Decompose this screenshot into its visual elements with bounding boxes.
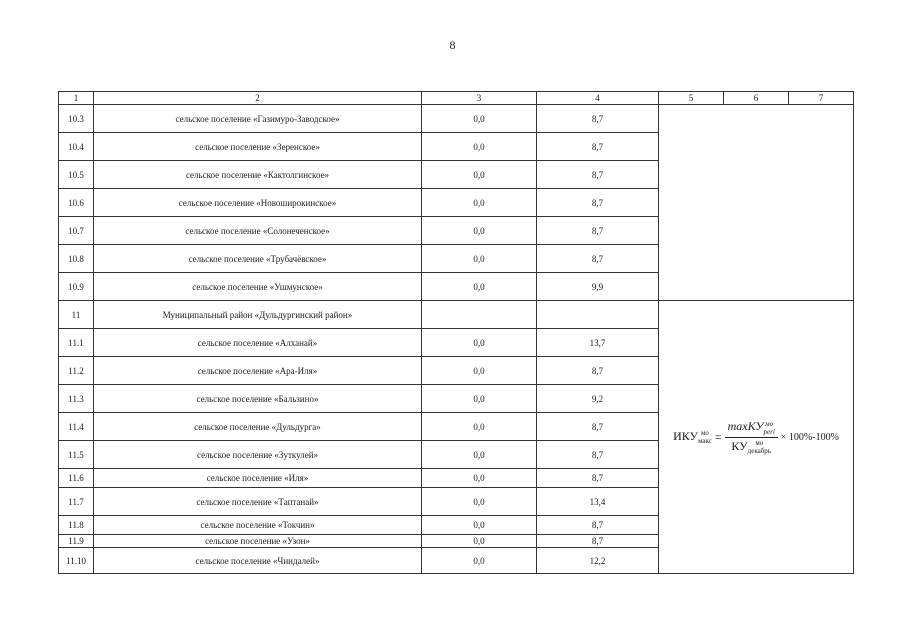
row-number: 11	[59, 301, 94, 329]
value-col3: 0,0	[422, 441, 537, 469]
row-number: 11.2	[59, 357, 94, 385]
settlement-name: сельское поселение «Солонеченское»	[94, 217, 422, 245]
tariff-table	[58, 91, 854, 574]
value-col4: 8,7	[537, 133, 659, 161]
value-col3: 0,0	[422, 357, 537, 385]
settlement-name: сельское поселение «Таптанай»	[94, 488, 422, 516]
formula-equals: =	[714, 429, 722, 444]
row-number: 10.4	[59, 133, 94, 161]
row-number: 10.8	[59, 245, 94, 273]
row-number: 11.3	[59, 385, 94, 413]
district-name: Муниципальный район «Дульдургинский район»	[94, 301, 422, 329]
settlement-name: сельское поселение «Ара-Иля»	[94, 357, 422, 385]
row-number: 11.8	[59, 516, 94, 535]
value-col4: 13,7	[537, 329, 659, 357]
settlement-name: сельское поселение «Чиндалей»	[94, 548, 422, 574]
table-row	[59, 105, 854, 133]
value-col3: 0,0	[422, 105, 537, 133]
value-col3: 0,0	[422, 245, 537, 273]
value-col3: 0,0	[422, 469, 537, 488]
value-col4: 8,7	[537, 516, 659, 535]
value-col3: 0,0	[422, 548, 537, 574]
formula-fraction: maxКУ мо peri КУ мо декабрь	[725, 419, 778, 455]
value-col3: 0,0	[422, 535, 537, 548]
row-number: 10.6	[59, 189, 94, 217]
settlement-name: сельское поселение «Зеренское»	[94, 133, 422, 161]
settlement-name: сельское поселение «Узон»	[94, 535, 422, 548]
value-col4: 8,7	[537, 105, 659, 133]
settlement-name: сельское поселение «Новоширокинское»	[94, 189, 422, 217]
row-number: 11.1	[59, 329, 94, 357]
district-row	[59, 301, 854, 329]
value-col4: 8,7	[537, 535, 659, 548]
value-col3: 0,0	[422, 133, 537, 161]
settlement-name: сельское поселение «Зуткулей»	[94, 441, 422, 469]
value-col3: 0,0	[422, 217, 537, 245]
header-cell: 2	[94, 92, 422, 105]
row-number: 11.7	[59, 488, 94, 516]
value-col3	[422, 301, 537, 329]
value-col4: 13,4	[537, 488, 659, 516]
value-col4: 12,2	[537, 548, 659, 574]
value-col4: 9,9	[537, 273, 659, 301]
value-col4: 8,7	[537, 217, 659, 245]
value-col4: 8,7	[537, 469, 659, 488]
row-number: 10.5	[59, 161, 94, 189]
value-col4: 8,7	[537, 413, 659, 441]
settlement-name: сельское поселение «Газимуро-Заводское»	[94, 105, 422, 133]
header-cell: 1	[59, 92, 94, 105]
formula	[673, 419, 839, 455]
page-number: 8	[449, 38, 456, 52]
row-number: 11.5	[59, 441, 94, 469]
header-row	[59, 92, 854, 105]
settlement-name: сельское поселение «Кактолгинское»	[94, 161, 422, 189]
header-cell: 3	[422, 92, 537, 105]
header-cell: 4	[537, 92, 659, 105]
settlement-name: сельское поселение «Токчин»	[94, 516, 422, 535]
value-col4: 9,2	[537, 385, 659, 413]
settlement-name: сельское поселение «Ушмунское»	[94, 273, 422, 301]
formula-lhs: ИКУ мо макс	[673, 428, 712, 446]
value-col3: 0,0	[422, 329, 537, 357]
settlement-name: сельское поселение «Дульдурга»	[94, 413, 422, 441]
value-col3: 0,0	[422, 516, 537, 535]
row-number: 11.9	[59, 535, 94, 548]
value-col4: 8,7	[537, 441, 659, 469]
row-number: 10.3	[59, 105, 94, 133]
value-col4	[537, 301, 659, 329]
row-number: 10.9	[59, 273, 94, 301]
row-number: 11.10	[59, 548, 94, 574]
value-col4: 8,7	[537, 357, 659, 385]
value-col3: 0,0	[422, 273, 537, 301]
formula-cell	[659, 301, 854, 574]
settlement-name: сельское поселение «Трубачёвское»	[94, 245, 422, 273]
header-cell: 6	[724, 92, 789, 105]
header-cell: 5	[659, 92, 724, 105]
value-col4: 8,7	[537, 245, 659, 273]
settlement-name: сельское поселение «Иля»	[94, 469, 422, 488]
value-col3: 0,0	[422, 413, 537, 441]
value-col3: 0,0	[422, 488, 537, 516]
settlement-name: сельское поселение «Алханай»	[94, 329, 422, 357]
value-col4: 8,7	[537, 189, 659, 217]
formula-tail: × 100%-100%	[780, 431, 839, 443]
value-col3: 0,0	[422, 161, 537, 189]
row-number: 10.7	[59, 217, 94, 245]
row-number: 11.6	[59, 469, 94, 488]
header-cell: 7	[789, 92, 854, 105]
row-number: 11.4	[59, 413, 94, 441]
merged-cell-cols5-7	[659, 105, 854, 301]
value-col3: 0,0	[422, 189, 537, 217]
value-col4: 8,7	[537, 161, 659, 189]
settlement-name: сельское поселение «Бальзино»	[94, 385, 422, 413]
value-col3: 0,0	[422, 385, 537, 413]
